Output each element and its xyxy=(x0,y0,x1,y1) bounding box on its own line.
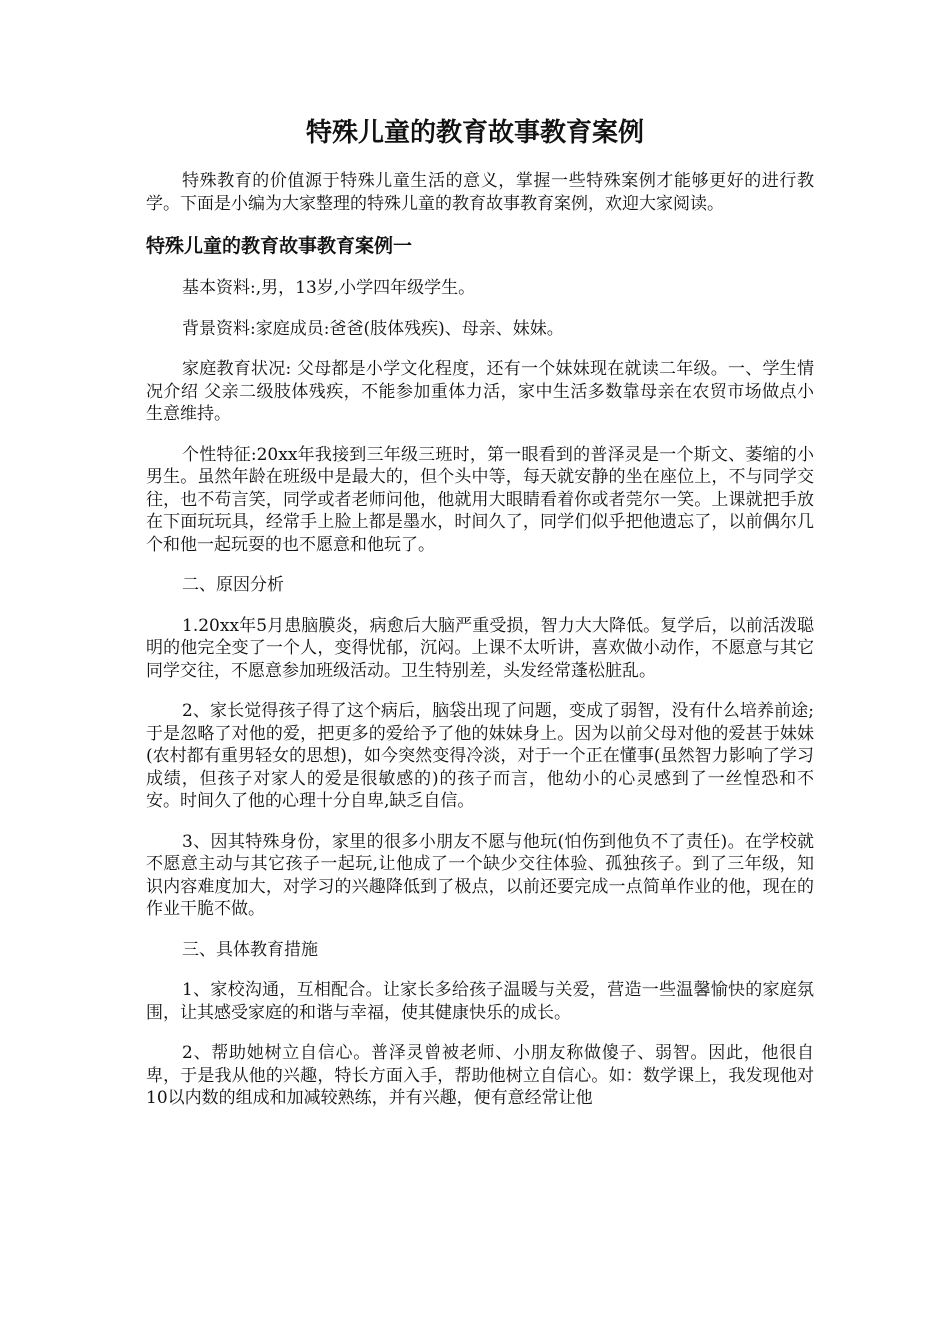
paragraph: 背景资料:家庭成员:爸爸(肢体残疾)、母亲、妹妹。 xyxy=(182,318,564,339)
paragraph: 2、帮助她树立自信心。普泽灵曾被老师、小朋友称做傻子、弱智。因此，他很自卑，于是我从他的兴趣，特长方面入手，帮助他树立自信心。如：数学课上，我发现他对10以内数的组成和加减较熟练，并有兴趣，便有意经常让他 xyxy=(146,1043,814,1108)
paragraph: 1、家校沟通，互相配合。让家长多给孩子温暖与关爱，营造一些温馨愉快的家庭氛围，让其感受家庭的和谐与幸福，使其健康快乐的成长。 xyxy=(146,980,814,1023)
paragraph: 1.20xx年5月患脑膜炎，病愈后大脑严重受损，智力大大降低。复学后，以前活泼聪明的他完全变了一个人，变得忧郁，沉闷。上课不太听讲，喜欢做小动作，不愿意与其它同学交往，不愿意参加班级活动。卫生特别差，头发经常蓬松脏乱。 xyxy=(146,615,814,681)
paragraph: 3、因其特殊身份，家里的很多小朋友不愿与他玩(怕伤到他负不了责任)。在学校就不愿意主动与其它孩子一起玩,让他成了一个缺少交往体验、孤独孩子。到了三年级，知识内容难度加大，对学习的兴趣降低到了极点，以前还要完成一点简单作业的他，现在的作业干脆不做。 xyxy=(146,831,814,919)
section-heading: 特殊儿童的教育故事教育案例一 xyxy=(146,235,413,257)
subheading-paragraph: 三、具体教育措施 xyxy=(182,939,318,960)
paragraph: 基本资料:,男，13岁,小学四年级学生。 xyxy=(182,278,476,298)
paragraph: 个性特征:20xx年我接到三年级三班时，第一眼看到的普泽灵是一个斯文、萎缩的小男生。虽然年龄在班级中是最大的，但个头中等，每天就安静的坐在座位上，不与同学交往，也不苟言笑，同学或者老师问他，他就用大眼睛看着你或者莞尔一笑。上课就把手放在下面玩玩具，经常手上脸上都是墨水，时间久了，同学们似乎把他遗忘了，以前偶尔几个和他一起玩耍的也不愿意和他玩了。 xyxy=(146,444,814,555)
subheading-paragraph: 二、原因分析 xyxy=(182,575,284,595)
intro-paragraph: 特殊教育的价值源于特殊儿童生活的意义，掌握一些特殊案例才能够更好的进行教学。下面是小编为大家整理的特殊儿童的教育故事教育案例，欢迎大家阅读。 xyxy=(146,171,814,214)
paragraph: 家庭教育状况: 父母都是小学文化程度，还有一个妹妹现在就读二年级。一、学生情况介绍 父亲二级肢体残疾，不能参加重体力活，家中生活多数靠母亲在农贸市场做点小生意维持。 xyxy=(146,359,814,424)
paragraph: 2、家长觉得孩子得了这个病后，脑袋出现了问题，变成了弱智，没有什么培养前途;于是忽略了对他的爱，把更多的爱给予了他的妹妹身上。因为以前父母对他的爱甚于妹妹(农村都有重男轻女的思想)，如今突然变得冷淡，对于一个正在懂事(虽然智力影响了学习成绩，但孩子对家人的爱是很敏感的)的孩子而言，他幼小的心灵感到了一丝惶恐和不安。时间久了他的心理十分自卑,缺乏自信。 xyxy=(146,701,814,811)
document-body xyxy=(146,170,814,1128)
document-title: 特殊儿童的教育故事教育案例 xyxy=(305,118,644,148)
